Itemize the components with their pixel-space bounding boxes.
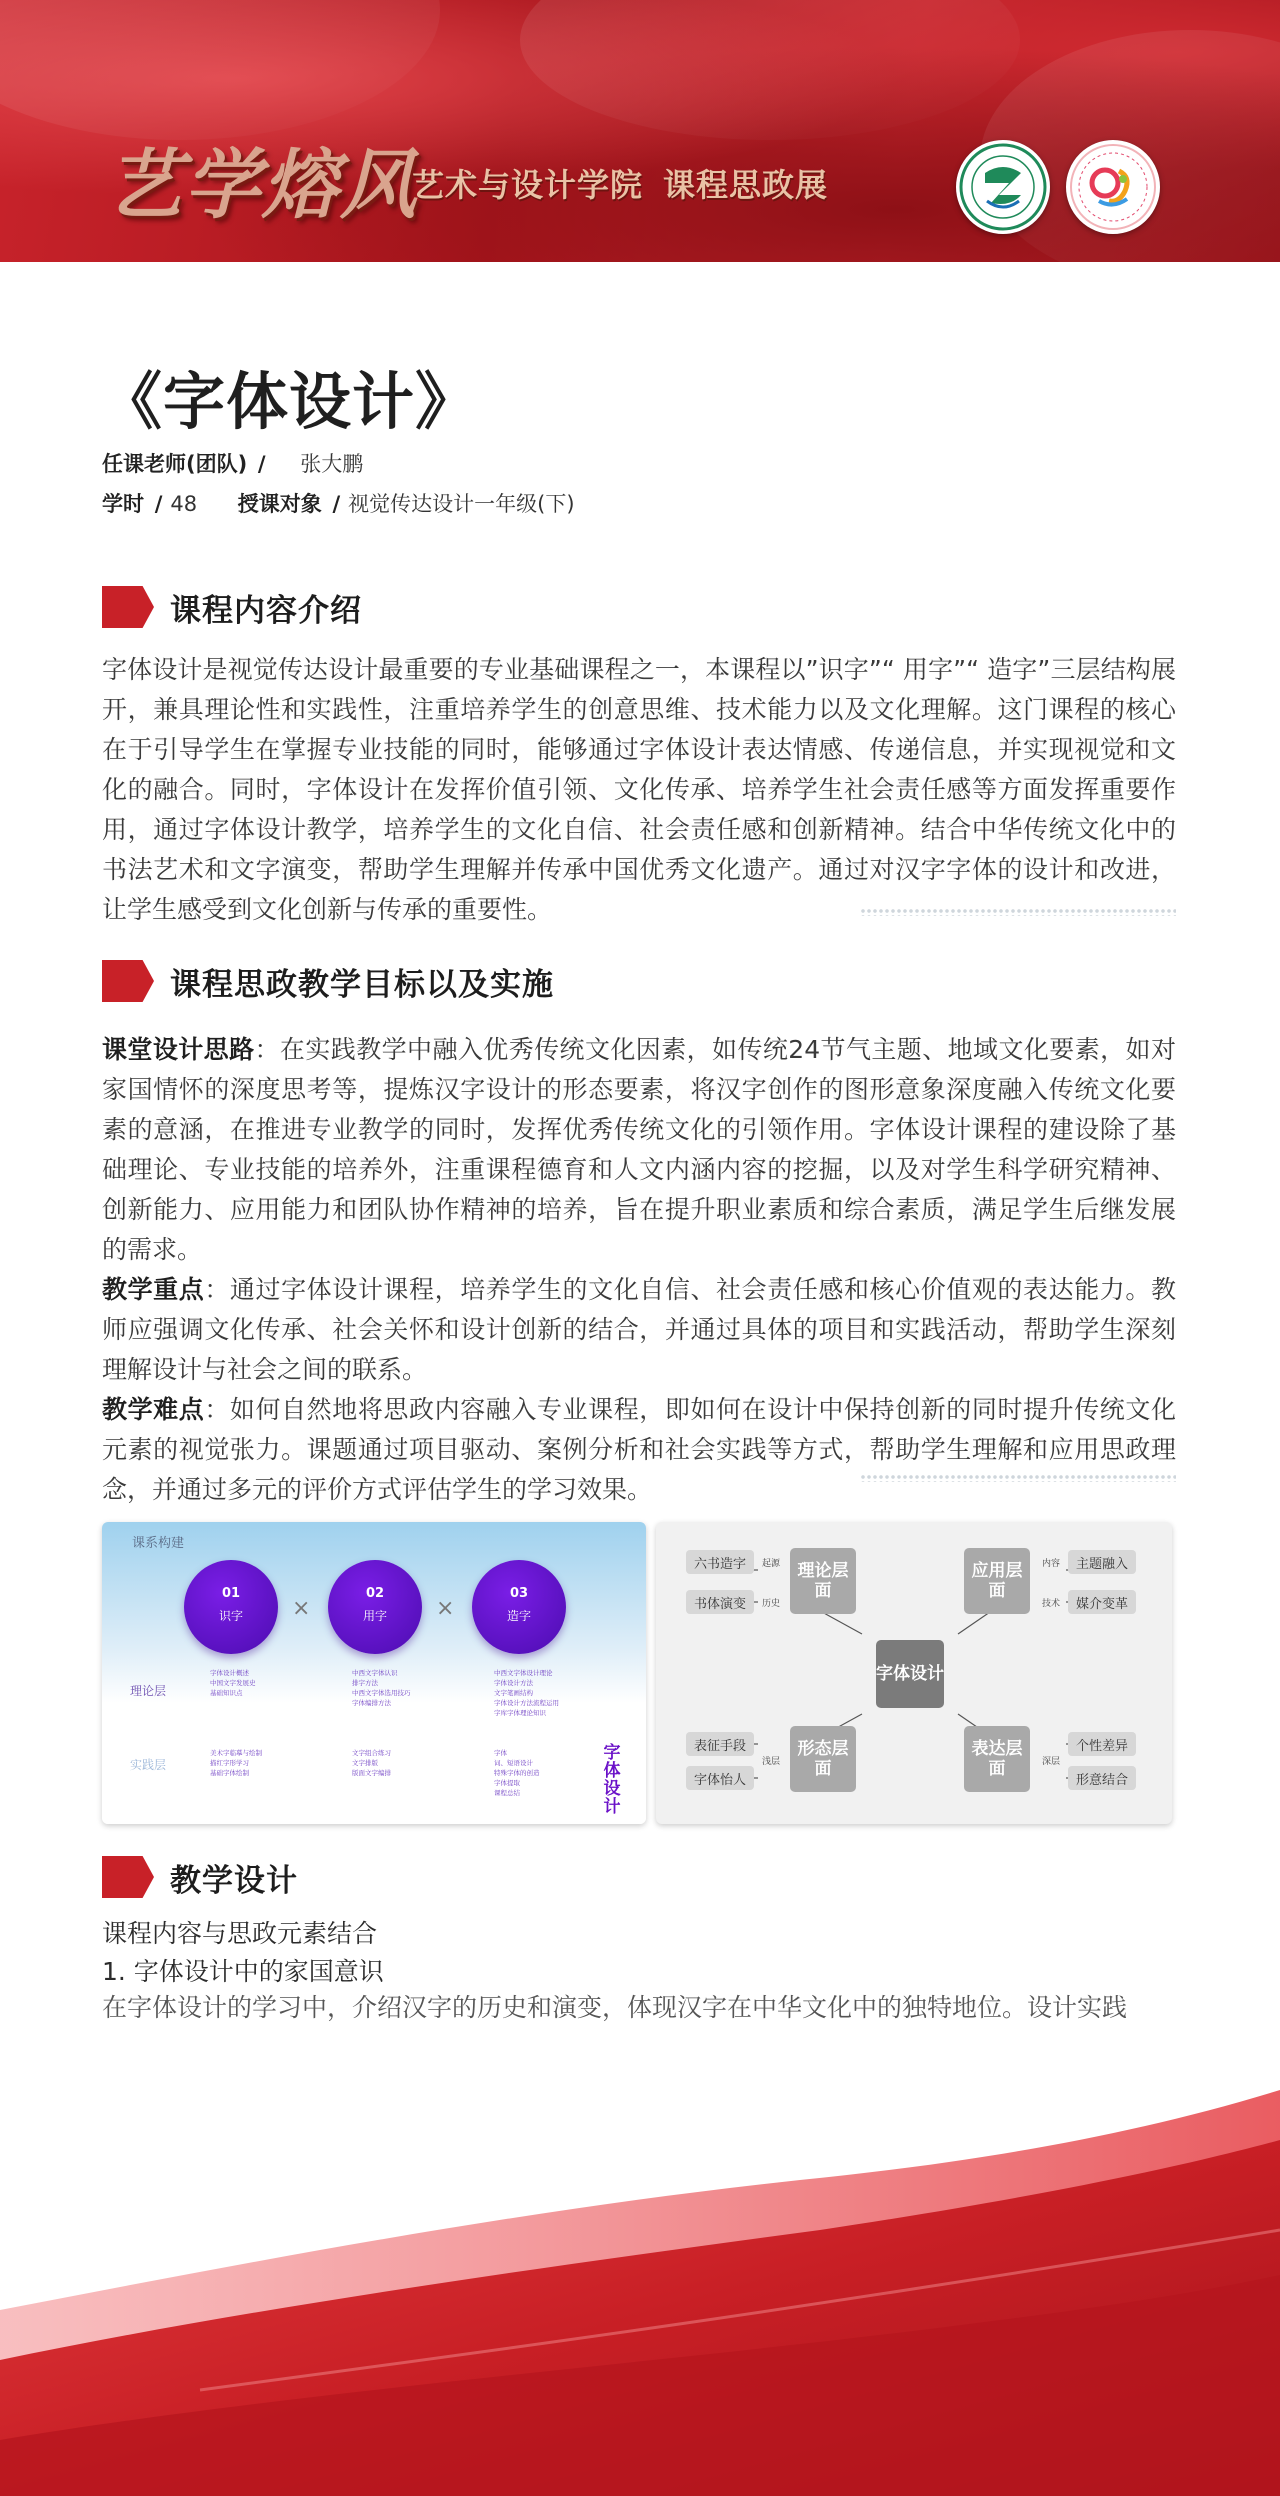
curriculum-structure-figure (102, 1522, 646, 1824)
section-marker-icon (102, 1856, 154, 1898)
section-title: 教学设计 (170, 1862, 298, 1899)
pill-liushu: 六书造字 (686, 1550, 754, 1574)
hours-separator: / (154, 492, 163, 516)
teacher-name: 张大鹏 (300, 452, 364, 476)
stage-circle (472, 1560, 566, 1654)
teaching-point-1-text: 在字体设计的学习中，介绍汉字的历史和演变，体现汉字在中华文化中的独特地位。设计实践 (102, 1993, 1128, 2022)
stage-number: 01 (221, 1586, 241, 1601)
difficulty-label: 教学难点 (102, 1395, 205, 1424)
focus-text: ：通过字体设计课程，培养学生的文化自信、社会责任感和核心价值观的表达能力。教师应强调文化传承、社会关怀和设计创新的结合，并通过具体的项目和实践活动，帮助学生深刻理解设计与社会之间的联系。 (102, 1275, 1176, 1384)
tiny-label: 起源 (762, 1559, 781, 1569)
times-icon: × (436, 1596, 455, 1621)
vertical-title: 字体设计 (603, 1743, 621, 1817)
fabric-highlight (520, 0, 1020, 140)
college-name: 艺术与设计学院 (412, 166, 644, 204)
stage-number: 02 (365, 1586, 385, 1601)
times-icon: × (292, 1596, 311, 1621)
teacher-separator: / (257, 452, 266, 476)
tiny-label: 浅层 (762, 1757, 781, 1767)
tiny-label: 深层 (1042, 1757, 1061, 1767)
pill-gexing: 个性差异 (1068, 1732, 1136, 1756)
node-theory: 理论层面 (790, 1548, 856, 1614)
stage-circle (184, 1560, 278, 1654)
section-marker-icon (102, 960, 154, 1002)
node-application: 应用层面 (964, 1548, 1030, 1614)
practice-list: 美术字临摹与绘制 描红字形学习 基础字体绘制 (210, 1749, 262, 1777)
exhibition-name: 课程思政展 (663, 166, 829, 204)
dotted-divider (860, 908, 1176, 916)
theory-list: 中西文字体认识 排字方法 中西文字体选用技巧 字体编排方法 (352, 1669, 411, 1707)
pill-meijie: 媒介变革 (1068, 1590, 1136, 1614)
hours-value: 48 (170, 492, 198, 516)
focus-label: 教学重点 (102, 1275, 205, 1304)
tiny-label: 历史 (762, 1599, 781, 1609)
dotted-divider (860, 1474, 1176, 1482)
section-title: 课程思政教学目标以及实施 (170, 966, 554, 1003)
node-expression: 表达层面 (964, 1726, 1030, 1792)
pill-xingyi: 形意结合 (1068, 1766, 1136, 1790)
university-logo (956, 140, 1050, 234)
header-banner (0, 0, 1280, 262)
section-title: 课程内容介绍 (170, 592, 362, 629)
audience-separator: / (332, 492, 341, 516)
tiny-label: 技术 (1042, 1599, 1061, 1609)
stage-label: 造字 (506, 1609, 531, 1623)
section-heading-goals (102, 958, 554, 1004)
section-heading-intro (102, 584, 362, 630)
footer-red-wave (0, 2060, 1280, 2496)
figure-title: 课系构建 (132, 1536, 185, 1551)
intro-paragraph: 字体设计是视觉传达设计最重要的专业基础课程之一，本课程以”识字”“ 用字”“ 造字”三层结构展开，兼具理论性和实践性，注重培养学生的创意思维、技术能力以及文化理解。这门课程的核心在于引导学生在掌握专业技能的同时，能够通过字体设计表达情感、传递信息，并实现视觉和文化的融合。同时，字体设计在发挥价值引领、文化传承、培养学生社会责任感等方面发挥重要作用，通过字体设计教学，培养学生的文化自信、社会责任感和创新精神。结合中华传统文化中的书法艺术和文字演变，帮助学生理解并传承中国优秀文化遗产。通过对汉字字体的设计和改进，让学生感受到文化创新与传承的重要性。 (102, 655, 1176, 924)
row-label: 理论层 (130, 1684, 167, 1698)
teaching-point-1: 1. 字体设计中的家国意识 (102, 1957, 384, 1986)
anniversary-logo (1066, 140, 1160, 234)
stage-number: 03 (509, 1586, 529, 1601)
theory-list: 中西文字体设计理论 字体设计方法 文字笔画结构 字体设计方法流程运用 字库字体理论知识 (494, 1669, 559, 1717)
stage-label: 用字 (362, 1609, 387, 1623)
hours-audience-line (102, 488, 575, 518)
pill-zhuti: 主题融入 (1068, 1550, 1136, 1574)
brand-subtitle (412, 160, 828, 206)
pill-shuti: 书体演变 (686, 1590, 754, 1614)
section-heading-teaching (102, 1854, 298, 1900)
practice-list: 字体 词、短语设计 特殊字体的创造 字体提取 课程总结 (494, 1749, 540, 1797)
design-layers-diagram (656, 1522, 1172, 1824)
audience-label: 授课对象 (237, 492, 322, 516)
audience-value: 视觉传达设计一年级(下) (348, 492, 575, 516)
teacher-line (102, 448, 363, 478)
theory-list: 字体设计概述 中国文字发展史 基础知识点 (210, 1669, 256, 1697)
teacher-label: 任课老师(团队) (102, 452, 248, 476)
section-marker-icon (102, 586, 154, 628)
brand-title: 艺学熔风 (106, 140, 418, 229)
difficulty-text: ：如何自然地将思政内容融入专业课程，即如何在设计中保持创新的同时提升传统文化元素的视觉张力。课题通过项目驱动、案例分析和社会实践等方式，帮助学生理解和应用思政理念，并通过多元的评价方式评估学生的学习效果。 (102, 1395, 1176, 1504)
stage-circle (328, 1560, 422, 1654)
design-text: ：在实践教学中融入优秀传统文化因素，如传统24节气主题、地域文化要素，如对家国情怀的深度思考等，提炼汉字设计的形态要素，将汉字创作的图形意象深度融入传统文化要素的意涵，在推进专业教学的同时，发挥优秀传统文化的引领作用。字体设计课程的建设除了基础理论、专业技能的培养外，注重课程德育和人文内涵内容的挖掘，以及对学生科学研究精神、创新能力、应用能力和团队协作精神的培养，旨在提升职业素质和综合素质，满足学生后继发展的需求。 (102, 1035, 1176, 1264)
tiny-label: 内容 (1042, 1559, 1061, 1569)
goals-paragraph (102, 1030, 1176, 1510)
node-form: 形态层面 (790, 1726, 856, 1792)
hours-label: 学时 (102, 492, 144, 516)
stage-label: 识字 (218, 1609, 243, 1623)
pill-biaozheng: 表征手段 (686, 1732, 754, 1756)
pill-ziti: 字体怡人 (686, 1766, 754, 1790)
row-label: 实践层 (130, 1758, 167, 1772)
fabric-highlight (0, 0, 440, 140)
practice-list: 文字组合练习 文字排版 版面文字编排 (352, 1749, 391, 1777)
design-label: 课堂设计思路 (102, 1035, 255, 1064)
teaching-subtitle: 课程内容与思政元素结合 (102, 1919, 378, 1948)
course-title: 《字体设计》 (100, 365, 479, 438)
node-center: 字体设计 (876, 1640, 944, 1708)
